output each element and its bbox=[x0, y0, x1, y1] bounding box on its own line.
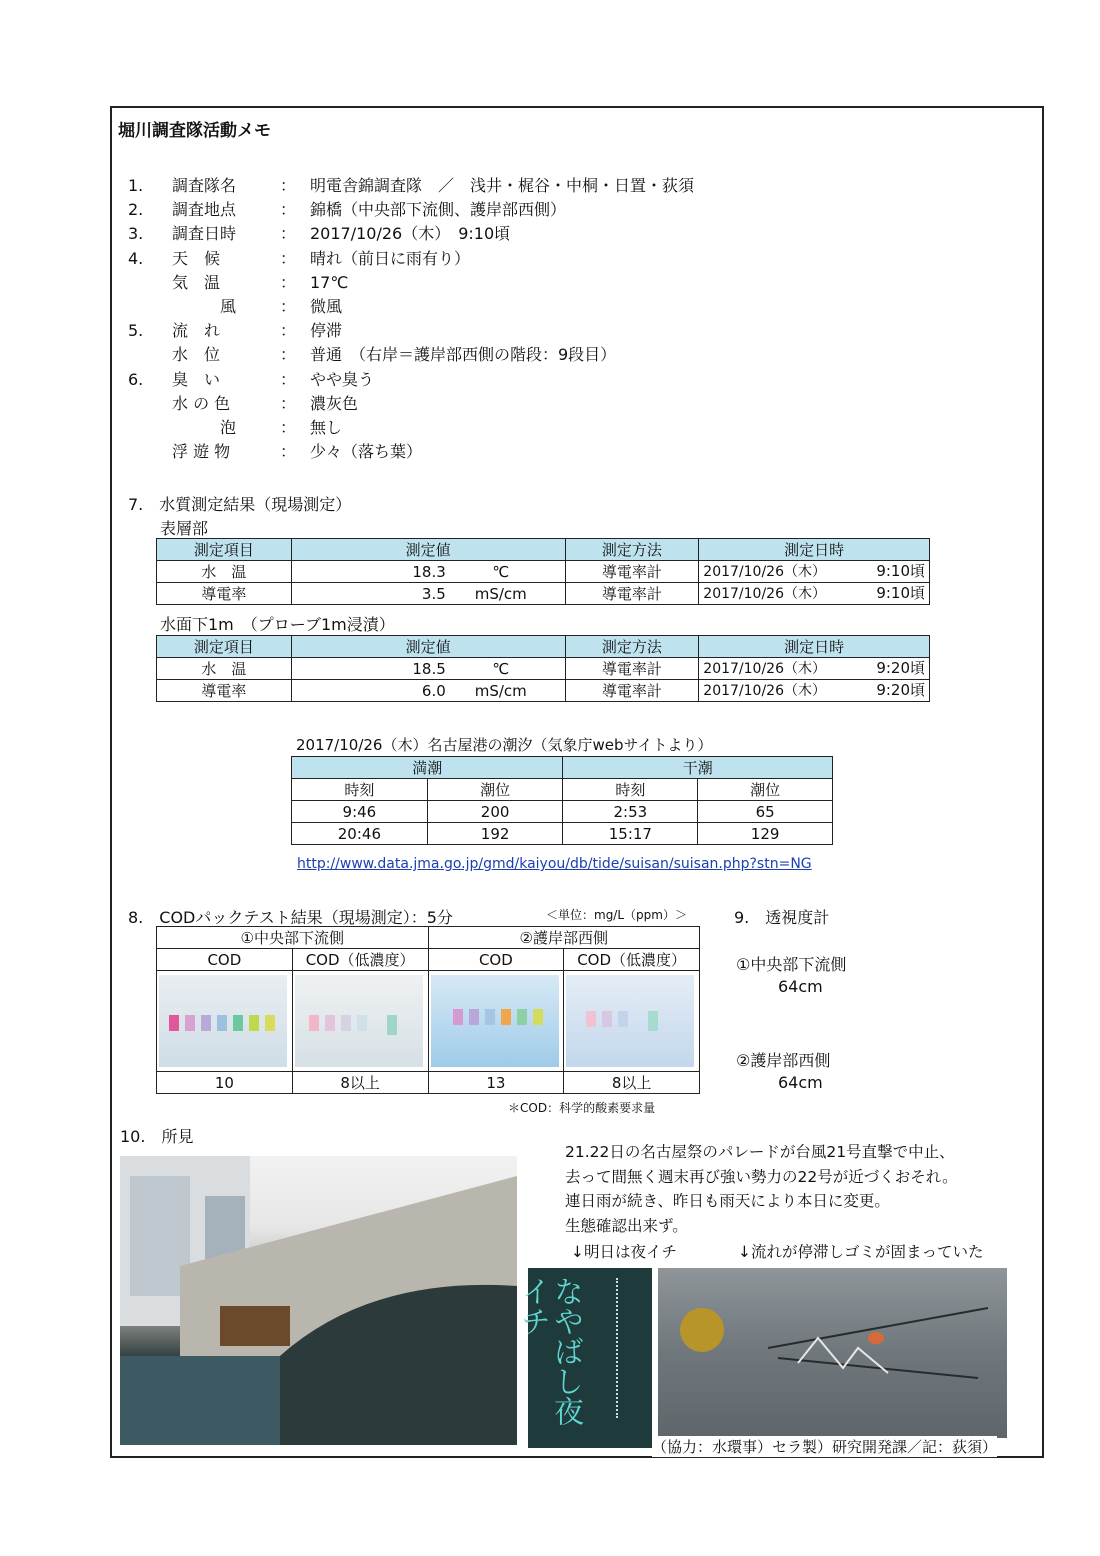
high-level: 192 bbox=[427, 823, 563, 845]
tide-title: 2017/10/26（木）名古屋港の潮汐（気象庁webサイトより） bbox=[296, 736, 713, 754]
header-value: 測定値 bbox=[291, 539, 565, 561]
caption-night-market: ↓明日は夜イチ bbox=[571, 1243, 677, 1261]
info-colon: ： bbox=[280, 224, 297, 244]
info-label: 調査地点 bbox=[172, 200, 237, 220]
date-text: 2017/10/26（木） bbox=[703, 564, 826, 580]
credit: （協力：水環事）セラ製）研究開発課／記：荻須） bbox=[652, 1438, 998, 1456]
section8-heading: 8. CODパックテスト結果（現場測定）：5分 bbox=[128, 908, 453, 927]
info-colon: ： bbox=[280, 442, 297, 462]
info-row bbox=[128, 198, 828, 222]
cod-footnote: ＊COD：科学的酸素要求量 bbox=[508, 1101, 656, 1115]
site2-header: ②護岸部西側 bbox=[428, 927, 700, 949]
transparency-site2-value: 64cm bbox=[778, 1073, 823, 1092]
datetime-cell bbox=[699, 561, 930, 583]
info-row bbox=[128, 319, 828, 343]
observation-text bbox=[565, 1140, 958, 1238]
night-market-sign-photo bbox=[515, 1268, 652, 1448]
cod-test-photo-2 bbox=[295, 975, 423, 1067]
cod-result-1: 10 bbox=[157, 1072, 293, 1094]
value-cell bbox=[291, 658, 565, 680]
info-number: 6. bbox=[128, 369, 144, 389]
table-row bbox=[292, 801, 833, 823]
info-colon: ： bbox=[280, 248, 297, 268]
cod-test-photo-4 bbox=[566, 975, 694, 1067]
cod-test-photo-3 bbox=[431, 975, 559, 1067]
cod-result-3: 13 bbox=[428, 1072, 564, 1094]
observation-line: 21.22日の名古屋祭のパレードが台風21号直撃で中止、 bbox=[565, 1143, 955, 1161]
info-label: 浮 遊 物 bbox=[172, 442, 231, 462]
info-number: 2. bbox=[128, 200, 144, 220]
info-label: 風 bbox=[220, 297, 237, 316]
measured-unit: ℃ bbox=[492, 659, 510, 678]
floating-debris-photo bbox=[658, 1268, 1007, 1438]
info-colon: ： bbox=[280, 418, 297, 437]
page-title: 堀川調査隊活動メモ bbox=[118, 121, 271, 141]
item-cell: 導電率 bbox=[157, 583, 292, 605]
item-cell: 水 温 bbox=[157, 658, 292, 680]
table-row bbox=[157, 658, 930, 680]
jma-link[interactable]: http://www.data.jma.go.jp/gmd/kaiyou/db/tide/suisan/suisan.php?stn=NG bbox=[297, 856, 812, 872]
measured-value: 3.5 bbox=[421, 584, 446, 603]
header-datetime: 測定日時 bbox=[699, 539, 930, 561]
depth-table bbox=[156, 635, 930, 702]
col-cod: COD bbox=[428, 949, 564, 971]
high-level: 200 bbox=[427, 801, 563, 823]
time-text: 9:10頃 bbox=[876, 584, 925, 602]
info-colon: ： bbox=[280, 176, 297, 195]
cod-table bbox=[156, 926, 700, 1096]
info-value: 2017/10/26（木） 9:10頃 bbox=[310, 224, 511, 244]
low-level: 129 bbox=[698, 823, 833, 845]
section7-heading: 7. 水質測定結果（現場測定） bbox=[128, 495, 352, 514]
method-cell: 導電率計 bbox=[565, 583, 699, 605]
info-number: 5. bbox=[128, 321, 144, 341]
date-text: 2017/10/26（木） bbox=[703, 586, 826, 602]
cod-result-4: 8以上 bbox=[564, 1072, 700, 1094]
info-label: 天 候 bbox=[172, 248, 221, 268]
cod-result-2: 8以上 bbox=[292, 1072, 428, 1094]
info-label: 気 温 bbox=[172, 272, 221, 292]
method-cell: 導電率計 bbox=[565, 561, 699, 583]
high-tide-header: 満潮 bbox=[292, 757, 563, 779]
info-label: 流 れ bbox=[172, 321, 221, 341]
info-number: 4. bbox=[128, 248, 144, 268]
low-level: 65 bbox=[698, 801, 833, 823]
col-level: 潮位 bbox=[698, 779, 833, 801]
info-value: 晴れ（前日に雨有り） bbox=[310, 248, 471, 268]
info-label: 泡 bbox=[220, 418, 237, 437]
time-text: 9:20頃 bbox=[876, 659, 925, 677]
measured-value: 18.3 bbox=[412, 562, 446, 581]
info-value: 普通 （右岸＝護岸部西側の階段：9段目） bbox=[310, 345, 617, 365]
cod-photo-cell bbox=[292, 971, 428, 1072]
header-method: 測定方法 bbox=[565, 539, 699, 561]
info-value: 錦橋（中央部下流側、護岸部西側） bbox=[310, 200, 567, 220]
value-cell bbox=[291, 680, 565, 702]
info-label: 調査日時 bbox=[172, 224, 237, 244]
measured-value: 18.5 bbox=[412, 659, 446, 678]
table-row bbox=[157, 583, 930, 605]
value-cell bbox=[291, 583, 565, 605]
observation-line: 生態確認出来ず。 bbox=[565, 1216, 688, 1235]
high-time: 9:46 bbox=[292, 801, 428, 823]
sign-small-print bbox=[616, 1278, 644, 1418]
cod-photo-cell bbox=[157, 971, 293, 1072]
tide-table bbox=[291, 756, 833, 845]
info-colon: ： bbox=[280, 200, 297, 220]
info-colon: ： bbox=[280, 297, 297, 316]
time-text: 9:10頃 bbox=[876, 562, 925, 580]
unit-note: ＜単位：mg/L（ppm）＞ bbox=[546, 908, 687, 922]
info-number: 1. bbox=[128, 176, 144, 195]
datetime-cell bbox=[699, 680, 930, 702]
observation-line: 連日雨が続き、昨日も雨天により本日に変更。 bbox=[565, 1192, 890, 1210]
low-tide-header: 干潮 bbox=[563, 757, 833, 779]
info-colon: ： bbox=[280, 272, 297, 292]
measured-unit: ℃ bbox=[492, 562, 510, 581]
survey-info-list bbox=[128, 174, 828, 474]
bridge-illustration bbox=[120, 1156, 517, 1445]
info-label: 水 位 bbox=[172, 345, 221, 365]
caption-stagnant: ↓流れが停滞しゴミが固まっていた bbox=[738, 1243, 984, 1261]
sign-text: なやばし夜イチ bbox=[515, 1276, 583, 1426]
value-cell bbox=[291, 561, 565, 583]
info-row bbox=[128, 295, 828, 319]
cod-photo-cell bbox=[564, 971, 700, 1072]
info-row bbox=[128, 416, 828, 440]
info-label: 臭 い bbox=[172, 369, 221, 389]
info-value: 明電舎錦調査隊 ／ 浅井・梶谷・中桐・日置・荻須 bbox=[310, 176, 695, 195]
col-cod-low: COD（低濃度） bbox=[292, 949, 428, 971]
site1-header: ①中央部下流側 bbox=[157, 927, 429, 949]
info-row bbox=[128, 392, 828, 416]
measured-unit: mS/cm bbox=[474, 681, 527, 700]
info-row bbox=[128, 440, 828, 464]
table-row bbox=[157, 561, 930, 583]
info-row bbox=[128, 247, 828, 271]
info-row bbox=[128, 174, 828, 198]
date-text: 2017/10/26（木） bbox=[703, 683, 826, 699]
transparency-site1-value: 64cm bbox=[778, 977, 823, 996]
measured-unit: mS/cm bbox=[474, 584, 527, 603]
method-cell: 導電率計 bbox=[565, 658, 699, 680]
transparency-site1: ①中央部下流側 bbox=[736, 955, 847, 974]
info-colon: ： bbox=[280, 393, 297, 413]
low-time: 15:17 bbox=[563, 823, 698, 845]
col-time: 時刻 bbox=[292, 779, 428, 801]
low-time: 2:53 bbox=[563, 801, 698, 823]
col-cod: COD bbox=[157, 949, 293, 971]
time-text: 9:20頃 bbox=[876, 681, 925, 699]
datetime-cell bbox=[699, 583, 930, 605]
debris-illustration bbox=[658, 1268, 1007, 1438]
section9-heading: 9. 透視度計 bbox=[734, 908, 830, 927]
col-level: 潮位 bbox=[427, 779, 563, 801]
header-value: 測定値 bbox=[291, 636, 565, 658]
transparency-site2: ②護岸部西側 bbox=[736, 1051, 831, 1070]
info-row bbox=[128, 343, 828, 367]
col-time: 時刻 bbox=[563, 779, 698, 801]
info-value: 少々（落ち葉） bbox=[310, 442, 423, 462]
info-row bbox=[128, 222, 828, 246]
header-datetime: 測定日時 bbox=[699, 636, 930, 658]
info-value: 濃灰色 bbox=[310, 393, 359, 413]
info-colon: ： bbox=[280, 321, 297, 341]
section10-heading: 10. 所見 bbox=[120, 1127, 194, 1146]
header-item: 測定項目 bbox=[157, 636, 292, 658]
info-row bbox=[128, 368, 828, 392]
info-colon: ： bbox=[280, 345, 297, 365]
info-colon: ： bbox=[280, 369, 297, 389]
method-cell: 導電率計 bbox=[565, 680, 699, 702]
info-value: やや臭う bbox=[310, 369, 375, 389]
item-cell: 導電率 bbox=[157, 680, 292, 702]
table-row bbox=[157, 680, 930, 702]
info-value: 17℃ bbox=[310, 272, 349, 292]
info-value: 停滞 bbox=[310, 321, 343, 341]
bridge-photo bbox=[120, 1156, 517, 1445]
cod-test-photo-1 bbox=[159, 975, 287, 1067]
info-row bbox=[128, 271, 828, 295]
header-item: 測定項目 bbox=[157, 539, 292, 561]
date-text: 2017/10/26（木） bbox=[703, 661, 826, 677]
info-value: 微風 bbox=[310, 297, 343, 316]
depth-label: 水面下1m （プローブ1m浸漬） bbox=[160, 615, 395, 634]
info-number: 3. bbox=[128, 224, 144, 244]
info-label: 調査隊名 bbox=[172, 176, 237, 195]
high-time: 20:46 bbox=[292, 823, 428, 845]
info-label: 水 の 色 bbox=[172, 393, 231, 413]
surface-table bbox=[156, 538, 930, 605]
datetime-cell bbox=[699, 658, 930, 680]
surface-label: 表層部 bbox=[160, 519, 209, 538]
header-method: 測定方法 bbox=[565, 636, 699, 658]
measured-value: 6.0 bbox=[421, 681, 446, 700]
col-cod-low: COD（低濃度） bbox=[564, 949, 700, 971]
cod-photo-cell bbox=[428, 971, 564, 1072]
info-value: 無し bbox=[310, 418, 343, 437]
table-row bbox=[292, 823, 833, 845]
observation-line: 去って間無く週末再び強い勢力の22号が近づくおそれ。 bbox=[565, 1167, 958, 1186]
item-cell: 水 温 bbox=[157, 561, 292, 583]
